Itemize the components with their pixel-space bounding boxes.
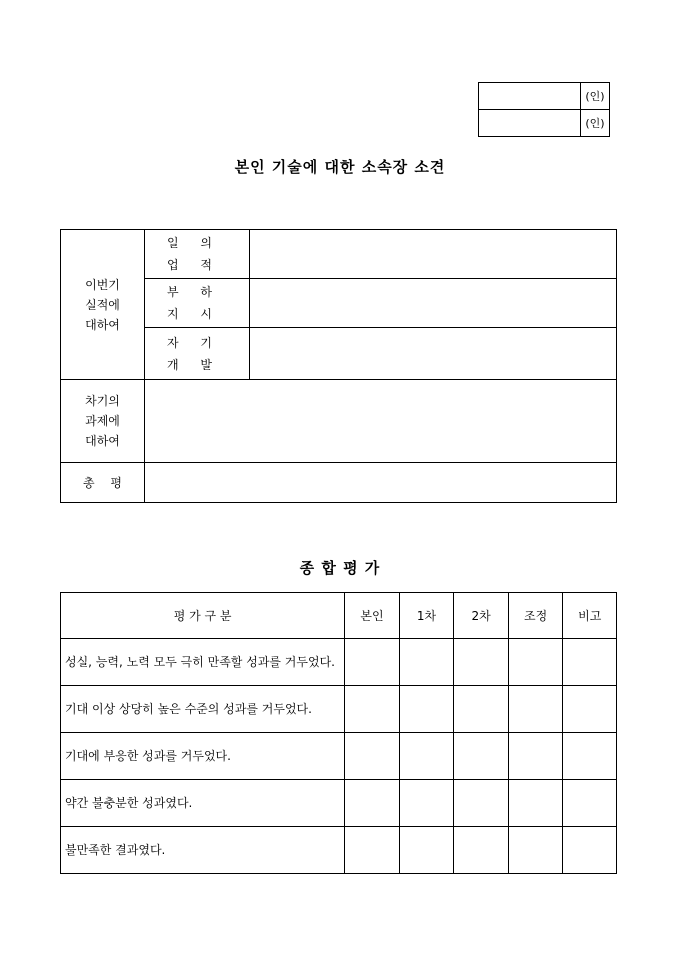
second-score-cell[interactable] (454, 733, 509, 780)
period-performance-label: 이번기 실적에 대하여 (61, 230, 145, 380)
remark-cell[interactable] (563, 733, 617, 780)
criteria-cell: 성실, 능력, 노력 모두 극히 만족할 성과를 거두었다. (61, 639, 345, 686)
criteria-cell: 불만족한 결과였다. (61, 827, 345, 874)
remark-cell[interactable] (563, 780, 617, 827)
table-row (61, 733, 617, 780)
evaluation-header-row (61, 593, 617, 639)
work-achievement-field[interactable] (250, 230, 617, 279)
adjust-cell[interactable] (508, 639, 563, 686)
adjust-cell[interactable] (508, 733, 563, 780)
self-development-label: 자 기 개 발 (145, 328, 250, 380)
second-score-cell[interactable] (454, 686, 509, 733)
criteria-cell: 약간 불충분한 성과였다. (61, 780, 345, 827)
subordinate-guidance-field[interactable] (250, 279, 617, 328)
remark-cell[interactable] (563, 686, 617, 733)
seal-label: (인) (581, 110, 610, 137)
table-row (61, 639, 617, 686)
signature-box (478, 82, 610, 137)
self-score-cell[interactable] (345, 686, 400, 733)
self-score-cell[interactable] (345, 780, 400, 827)
signature-field[interactable] (479, 83, 581, 110)
self-score-cell[interactable] (345, 733, 400, 780)
next-period-field[interactable] (145, 380, 617, 463)
first-score-cell[interactable] (399, 733, 454, 780)
table-row (61, 827, 617, 874)
table-row (61, 686, 617, 733)
adjust-cell[interactable] (508, 780, 563, 827)
self-score-cell[interactable] (345, 639, 400, 686)
criteria-cell: 기대 이상 상당히 높은 수준의 성과를 거두었다. (61, 686, 345, 733)
table-row (61, 780, 617, 827)
self-score-cell[interactable] (345, 827, 400, 874)
header-criteria: 평 가 구 분 (61, 593, 345, 639)
remark-cell[interactable] (563, 639, 617, 686)
criteria-cell: 기대에 부응한 성과를 거두었다. (61, 733, 345, 780)
adjust-cell[interactable] (508, 686, 563, 733)
first-score-cell[interactable] (399, 686, 454, 733)
remark-cell[interactable] (563, 827, 617, 874)
header-remark: 비고 (563, 593, 617, 639)
seal-label: (인) (581, 83, 610, 110)
opinion-table (60, 229, 617, 503)
next-period-label: 차기의 과제에 대하여 (61, 380, 145, 463)
header-self: 본인 (345, 593, 400, 639)
first-score-cell[interactable] (399, 780, 454, 827)
subordinate-guidance-label: 부 하 지 시 (145, 279, 250, 328)
header-second: 2차 (454, 593, 509, 639)
first-score-cell[interactable] (399, 827, 454, 874)
evaluation-table (60, 592, 617, 874)
signature-field[interactable] (479, 110, 581, 137)
first-score-cell[interactable] (399, 639, 454, 686)
total-review-label: 총 평 (61, 463, 145, 503)
evaluation-title: 종 합 평 가 (299, 559, 381, 577)
signature-row (479, 110, 610, 137)
header-adjust: 조정 (508, 593, 563, 639)
self-development-field[interactable] (250, 328, 617, 380)
adjust-cell[interactable] (508, 827, 563, 874)
second-score-cell[interactable] (454, 827, 509, 874)
header-first: 1차 (399, 593, 454, 639)
opinion-title: 본인 기술에 대한 소속장 소견 (234, 158, 446, 176)
second-score-cell[interactable] (454, 780, 509, 827)
work-achievement-label: 일 의 업 적 (145, 230, 250, 279)
second-score-cell[interactable] (454, 639, 509, 686)
total-review-field[interactable] (145, 463, 617, 503)
signature-row (479, 83, 610, 110)
